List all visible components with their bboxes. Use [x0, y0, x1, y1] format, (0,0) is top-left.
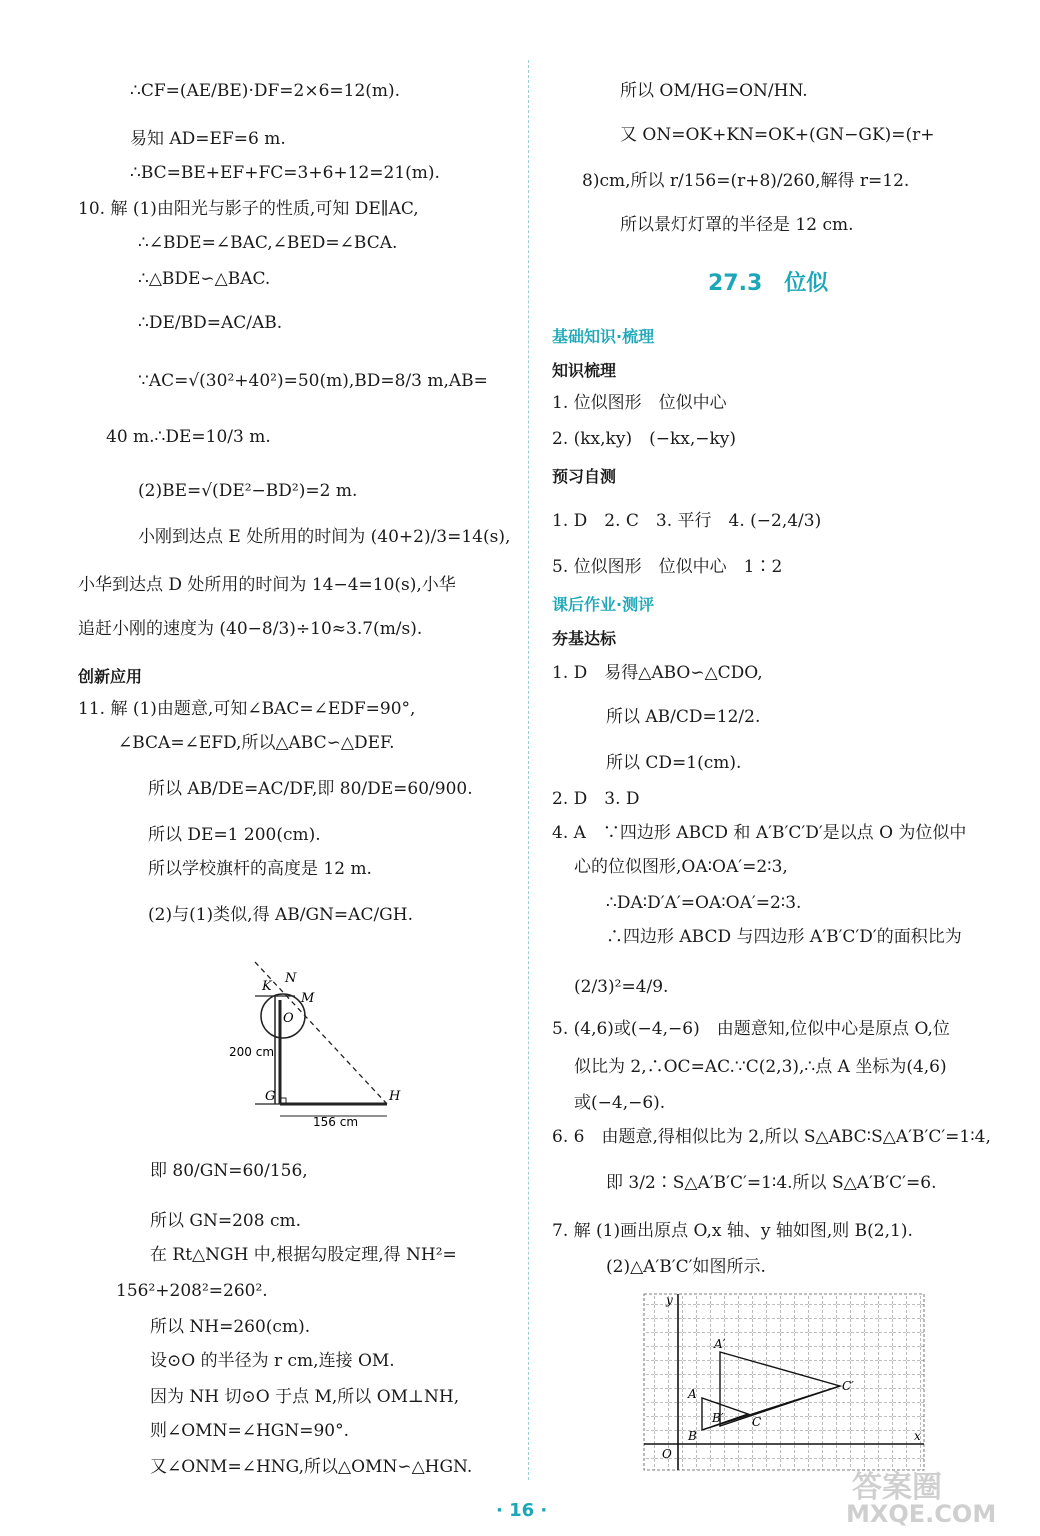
text-line: 1. D 易得△ABO∽△CDO,: [552, 663, 763, 683]
text-line: 追赶小刚的速度为 (40−8/3)÷10≈3.7(m/s).: [78, 619, 423, 639]
text-line: 小华到达点 D 处所用的时间为 14−4=10(s),小华: [78, 575, 456, 595]
section-banner: 课后作业·测评: [552, 595, 655, 614]
text-line: 所以 AB/CD=12/2.: [606, 707, 761, 727]
text-line: 设⊙O 的半径为 r cm,连接 OM.: [150, 1351, 395, 1371]
text-line: 小刚到达点 E 处所用的时间为 (40+2)/3=14(s),: [138, 527, 511, 547]
label-H: H: [389, 1089, 401, 1104]
text-line: 5. 位似图形 位似中心 1∶2: [552, 557, 783, 577]
chapter-title: 27.3 位似: [708, 271, 829, 296]
text-line: 所以学校旗杆的高度是 12 m.: [148, 859, 372, 879]
text-line: 11. 解 (1)由题意,可知∠BAC=∠EDF=90°,: [78, 699, 416, 719]
text-line: 又∠ONM=∠HNG,所以△OMN∽△HGN.: [150, 1457, 473, 1477]
text-line: 156²+208²=260².: [116, 1281, 268, 1301]
text-line: 40 m.∴DE=10/3 m.: [106, 427, 271, 447]
text-line: 所以 GN=208 cm.: [150, 1211, 301, 1231]
label-x: x: [914, 1429, 921, 1443]
text-line: ∴∠BDE=∠BAC,∠BED=∠BCA.: [138, 233, 398, 253]
column-divider: [528, 60, 529, 1480]
text-line: 易知 AD=EF=6 m.: [130, 129, 286, 149]
text-line: 所以景灯灯罩的半径是 12 cm.: [620, 215, 854, 235]
text-line: 又 ON=OK+KN=OK+(GN−GK)=(r+: [620, 125, 935, 145]
text-line: (2)BE=√(DE²−BD²)=2 m.: [138, 481, 358, 501]
label-A: A: [688, 1387, 697, 1401]
text-line: 则∠OMN=∠HGN=90°.: [150, 1421, 350, 1441]
text-line: ∴BC=BE+EF+FC=3+6+12=21(m).: [130, 163, 440, 183]
label-origin: O: [662, 1447, 672, 1461]
section-banner: 基础知识·梳理: [552, 327, 655, 346]
text-line: 10. 解 (1)由阳光与影子的性质,可知 DE∥AC,: [78, 199, 419, 219]
label-N: N: [285, 971, 297, 986]
label-y: y: [666, 1293, 673, 1307]
coordinate-grid-figure: [640, 1290, 930, 1476]
text-line: ∴四边形 ABCD 与四边形 A′B′C′D′的面积比为: [606, 927, 962, 947]
text-line: 所以 OM/HG=ON/HN.: [620, 81, 808, 101]
text-line: 所以 NH=260(cm).: [150, 1317, 311, 1337]
watermark-url: MXQE.COM: [846, 1500, 997, 1528]
text-line: ∴DA∶D′A′=OA∶OA′=2∶3.: [606, 893, 802, 913]
text-line: 8)cm,所以 r/156=(r+8)/260,解得 r=12.: [582, 171, 910, 191]
subsection-heading: 预习自测: [552, 467, 617, 486]
text-line: 在 Rt△NGH 中,根据勾股定理,得 NH²=: [150, 1245, 457, 1265]
page-number: · 16 ·: [496, 1500, 548, 1521]
text-line: 1. D 2. C 3. 平行 4. (−2,4/3): [552, 511, 822, 531]
label-G: G: [265, 1089, 276, 1104]
label-C-prime: C′: [842, 1379, 854, 1393]
text-line: 1. 位似图形 位似中心: [552, 393, 727, 413]
watermark-logo: 答案圈: [852, 1470, 942, 1505]
text-line: 所以 DE=1 200(cm).: [148, 825, 321, 845]
label-B-prime: B′: [712, 1411, 724, 1425]
subsection-heading: 夯基达标: [552, 629, 617, 648]
label-K: K: [262, 979, 272, 994]
section-heading: 创新应用: [78, 667, 143, 686]
text-line: 即 80/GN=60/156,: [150, 1161, 308, 1181]
text-line: 因为 NH 切⊙O 于点 M,所以 OM⊥NH,: [150, 1387, 460, 1407]
label-B: B: [688, 1429, 697, 1443]
text-line: 所以 CD=1(cm).: [606, 753, 742, 773]
text-line: ∴CF=(AE/BE)·DF=2×6=12(m).: [130, 81, 401, 101]
text-line: 心的位似图形,OA∶OA′=2∶3,: [574, 857, 788, 877]
label-C: C: [752, 1415, 762, 1429]
text-line: 或(−4,−6).: [574, 1093, 666, 1113]
label-M: M: [301, 991, 315, 1006]
label-base: 156 cm: [313, 1115, 359, 1129]
text-line: 5. (4,6)或(−4,−6) 由题意知,位似中心是原点 O,位: [552, 1019, 950, 1039]
text-line: (2/3)²=4/9.: [574, 977, 669, 997]
label-height: 200 cm: [229, 1045, 275, 1059]
text-line: 7. 解 (1)画出原点 O,x 轴、y 轴如图,则 B(2,1).: [552, 1221, 913, 1241]
text-line: ∵AC=√(30²+40²)=50(m),BD=8/3 m,AB=: [138, 371, 488, 391]
text-line: (2)△A′B′C′如图所示.: [606, 1257, 766, 1277]
text-line: 6. 6 由题意,得相似比为 2,所以 S△ABC∶S△A′B′C′=1∶4,: [552, 1127, 991, 1147]
text-line: ∴△BDE∽△BAC.: [138, 269, 271, 289]
lamp-figure: [225, 960, 425, 1130]
text-line: 似比为 2,∴OC=AC.∵C(2,3),∴点 A 坐标为(4,6): [574, 1057, 947, 1077]
text-line: 2. D 3. D: [552, 789, 640, 809]
text-line: 4. A ∵四边形 ABCD 和 A′B′C′D′是以点 O 为位似中: [552, 823, 967, 843]
text-line: 即 3/2∶S△A′B′C′=1∶4.所以 S△A′B′C′=6.: [606, 1173, 937, 1193]
text-line: ∠BCA=∠EFD,所以△ABC∽△DEF.: [118, 733, 395, 753]
text-line: 2. (kx,ky) (−kx,−ky): [552, 429, 737, 449]
text-line: ∴DE/BD=AC/AB.: [138, 313, 283, 333]
text-line: (2)与(1)类似,得 AB/GN=AC/GH.: [148, 905, 413, 925]
text-line: 所以 AB/DE=AC/DF,即 80/DE=60/900.: [148, 779, 473, 799]
subsection-heading: 知识梳理: [552, 361, 617, 380]
label-O: O: [283, 1011, 294, 1026]
label-A-prime: A′: [714, 1337, 726, 1351]
